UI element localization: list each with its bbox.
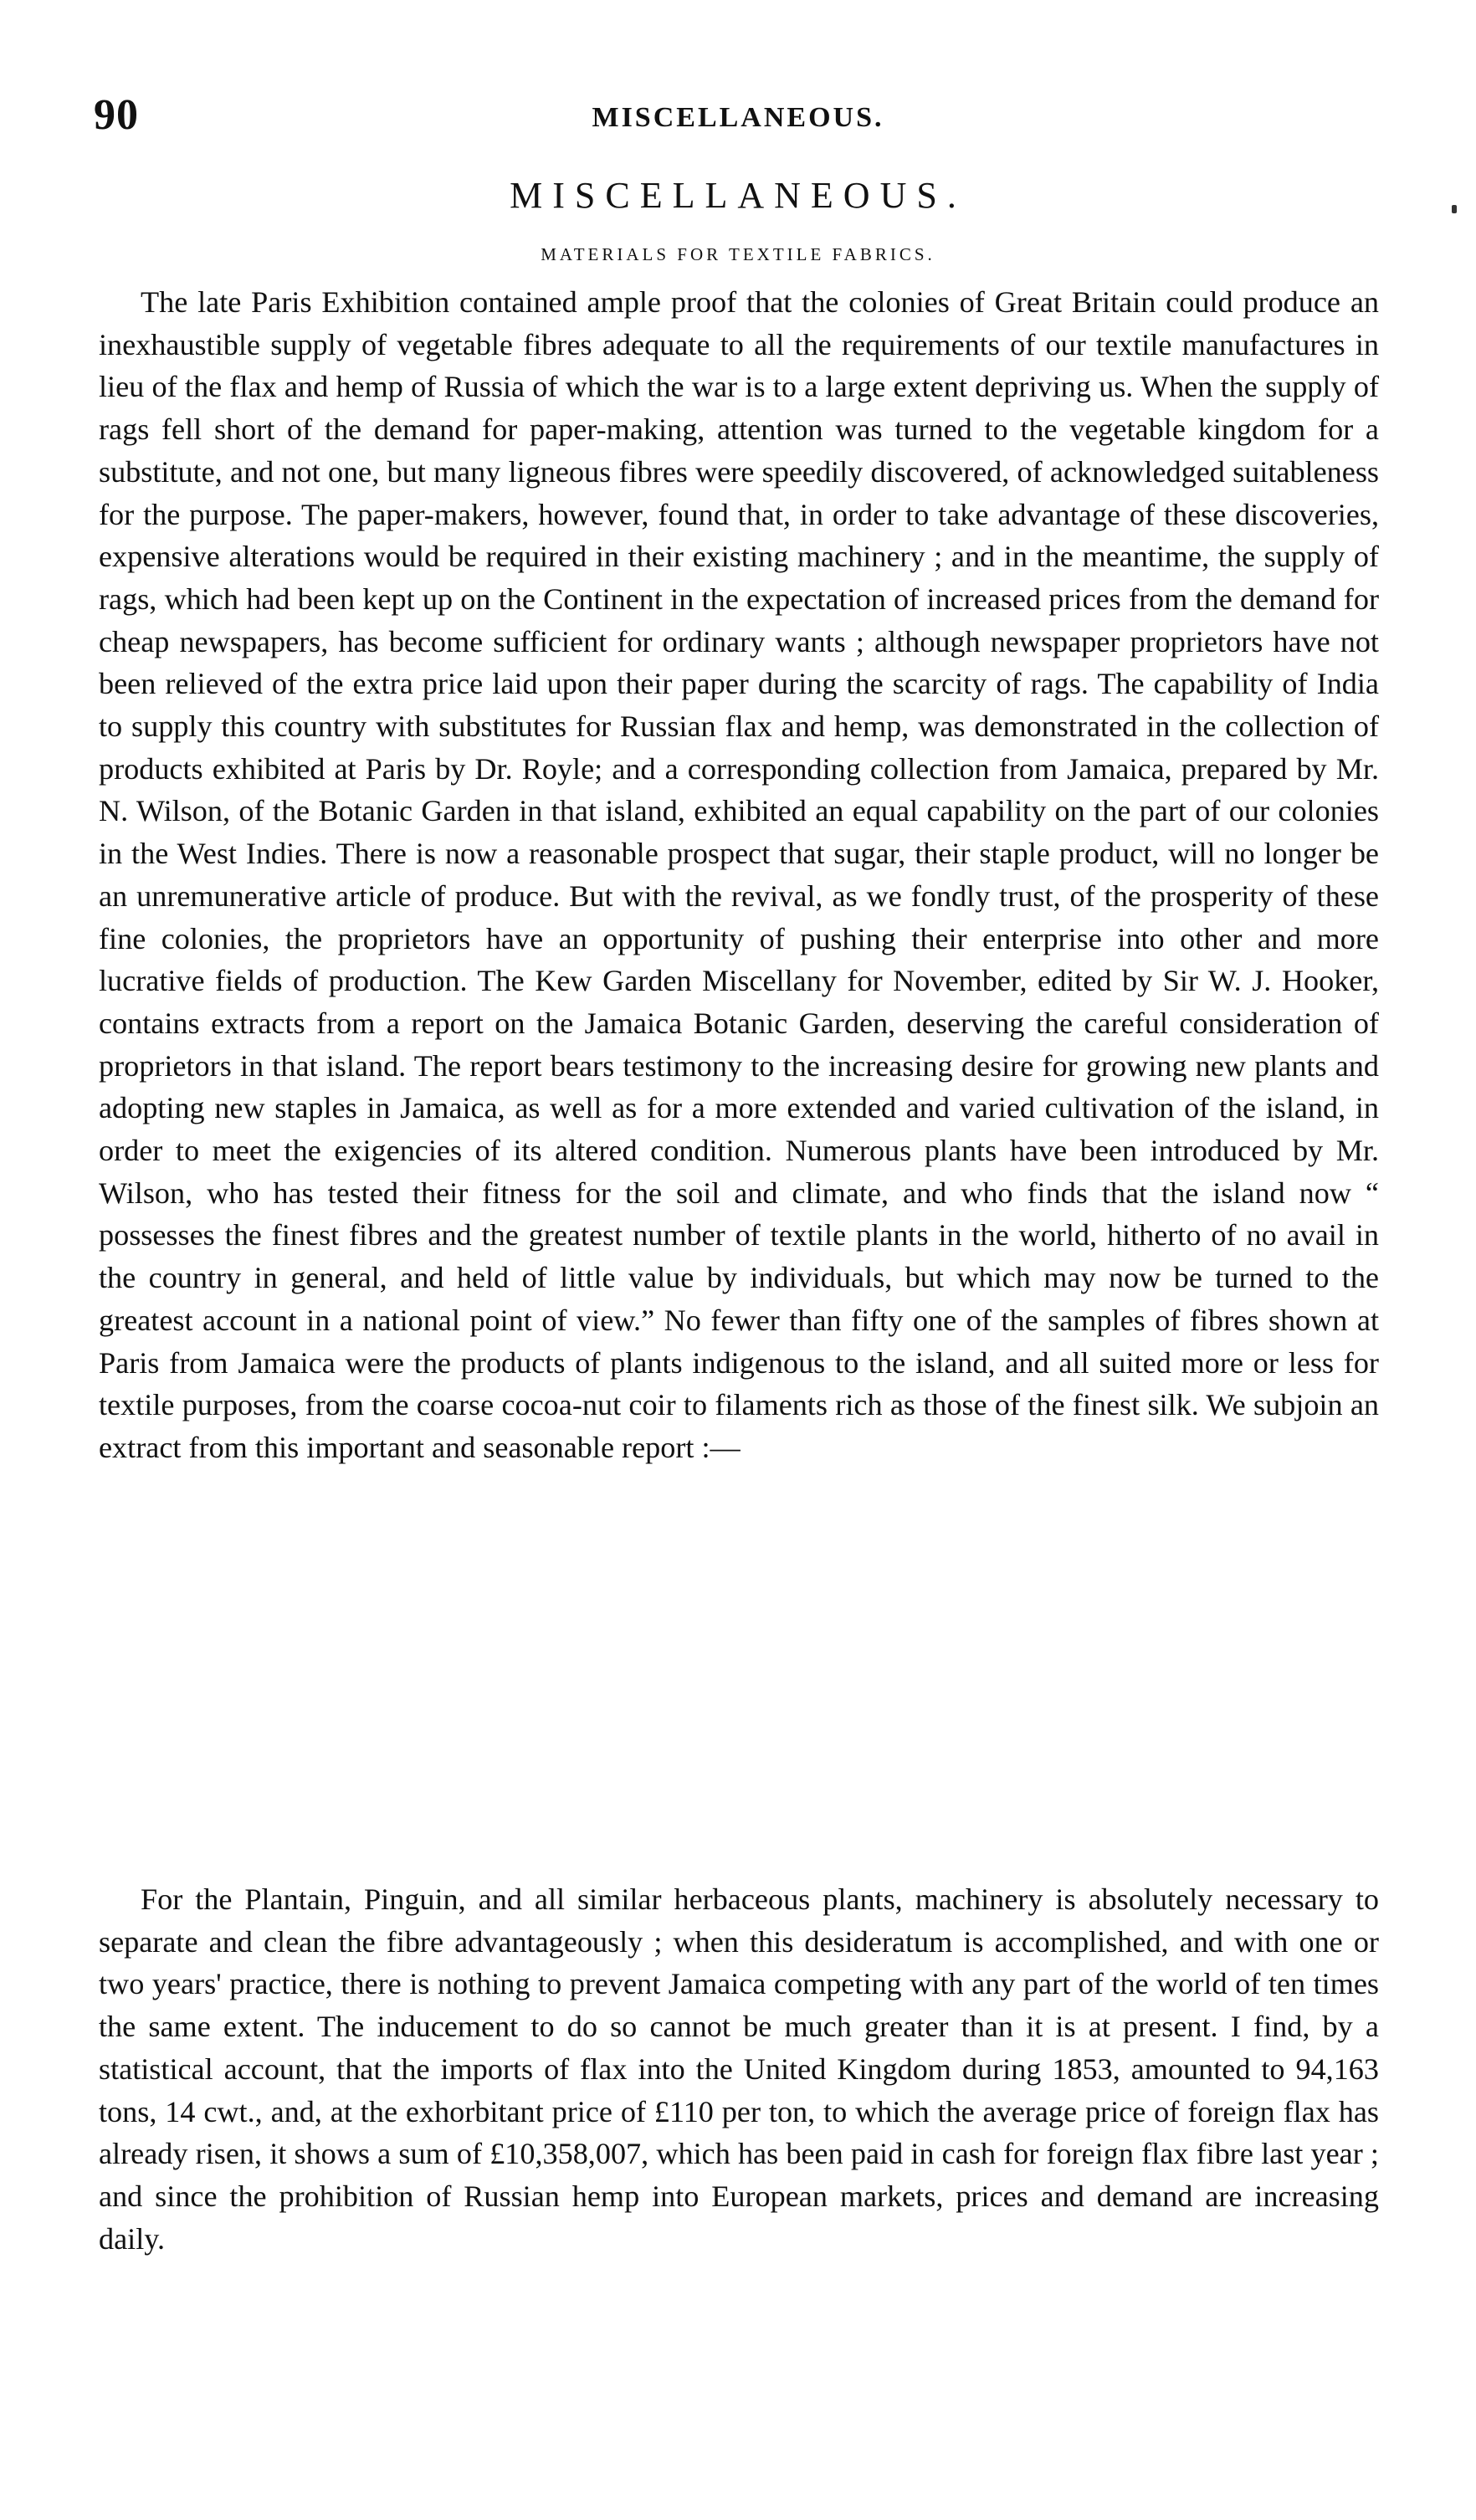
margin-ink-mark [1452,205,1457,213]
section-title: MISCELLANEOUS. [510,175,966,216]
paragraph-1: The late Paris Exhibition contained ample proof that the colonies of Great Britain could produce an inexhaustible supply of vegetable fibres adequate to all the requirements of our textile manufactures in lieu of the flax and hemp of Russia of which the war is to a large extent depriving us. When the supply of rags fell short of the demand for paper-making, attention was turned to the vegetable kingdom for a substitute, and not one, but many ligneous fibres were speedily discovered, of acknowledged suitableness for the purpose. The paper-makers, however, found that, in order to take advantage of these discoveries, expensive alterations would be required in their existing machinery ; and in the meantime, the supply of rags, which had been kept up on the Continent in the expectation of increased prices from the demand for cheap newspapers, has become sufficient for ordinary wants ; although newspaper proprietors have not been relieved of the extra price laid upon their paper during the scarcity of rags. The capability of India to supply this country with substitutes for Russian flax and hemp, was demonstrated in the collection of products exhibited at Paris by Dr. Royle; and a corresponding collection from Jamaica, prepared by Mr. N. Wilson, of the Botanic Garden in that island, exhibited an equal capability on the part of our colonies in the West Indies. There is now a reasonable prospect that sugar, their staple product, will no longer be an unremunerative article of produce. But with the revival, as we fondly trust, of the prosperity of these fine colonies, the proprietors have an opportunity of pushing their enterprise into other and more lucrative fields of production. The Kew Garden Miscellany for November, edited by Sir W. J. Hooker, contains extracts from a report on the Jamaica Botanic Garden, deserving the careful consideration of proprietors in that island. The report bears testimony to the increasing desire for growing new plants and adopting new staples in Jamaica, as well as for a more extended and varied cultivation of the island, in order to meet the exigencies of its altered condition. Numerous plants have been introduced by Mr. Wilson, who has tested their fitness for the soil and climate, and who finds that the island now “ possesses the finest fibres and the greatest number of textile plants in the world, hitherto of no avail in the country in general, and held of little value by individuals, but which may now be turned to the greatest account in a national point of view.” No fewer than fifty one of the samples of fibres shown at Paris from Jamaica were the products of plants indigenous to the island, and all suited more or less for textile purposes, from the coarse cocoa-nut coir to filaments rich as those of the finest silk. We subjoin an extract from this important and seasonable report :— [99,285,1379,1464]
page-number: 90 [94,91,139,139]
paragraph-2: For the Plantain, Pinguin, and all similar herbaceous plants, machinery is absolutely necessary to separate and clean the fibre advantageously ; when this desideratum is accomplished, and with one or two years' practice, there is nothing to prevent Jamaica competing with any part of the world of ten times the same extent. The inducement to do so cannot be much greater than it is at present. I find, by a statistical account, that the imports of flax into the United Kingdom during 1853, amounted to 94,163 tons, 14 cwt., and, at the exhorbitant price of £110 per ton, to which the average price of foreign flax has already risen, it shows a sum of £10,358,007, which has been paid in cash for foreign flax fibre last year ; and since the prohibition of Russian hemp into European markets, prices and demand are increasing daily. [99,1882,1379,2256]
running-head [84,90,1392,149]
article-subtitle: MATERIALS FOR TEXTILE FABRICS. [541,244,935,264]
running-title: MISCELLANEOUS. [592,102,884,133]
